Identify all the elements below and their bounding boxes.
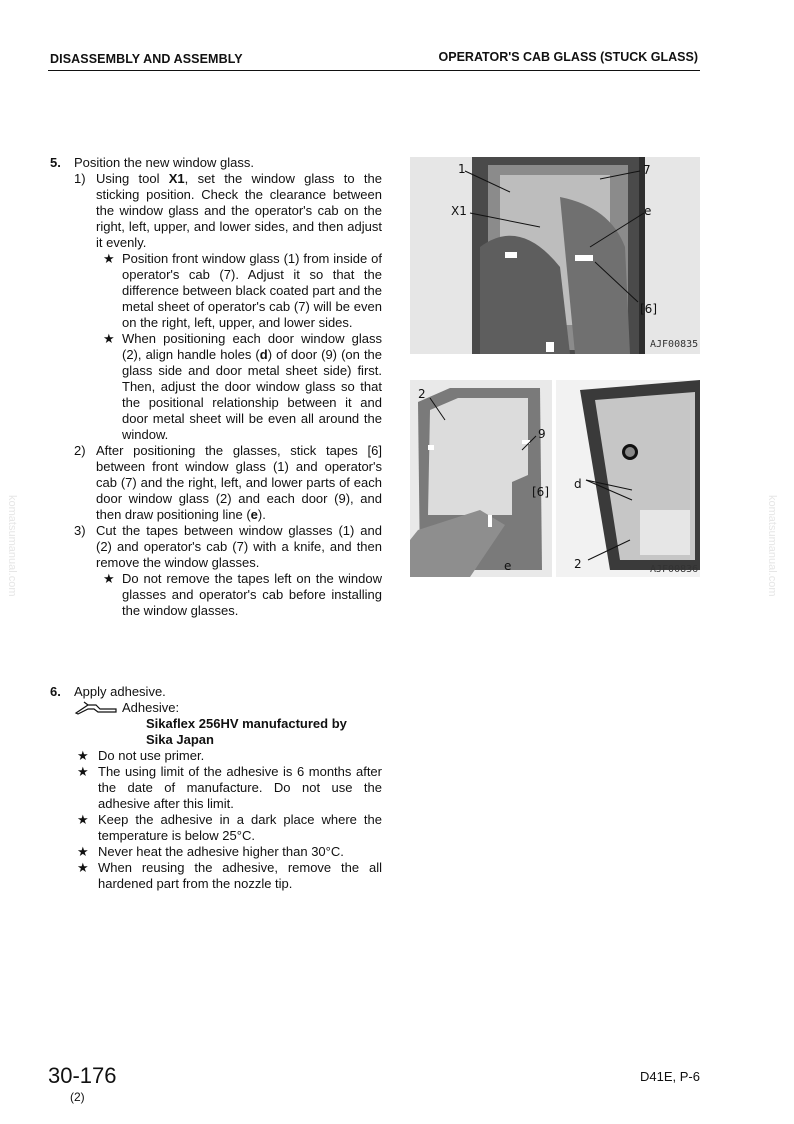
adhesive-note: ★ When reusing the adhesive, remove the all hardened part from the nozzle tip. bbox=[77, 860, 382, 891]
adhesive-spec bbox=[50, 700, 382, 716]
callout-1: 1 bbox=[458, 162, 466, 176]
callout-6: [6] bbox=[532, 485, 549, 499]
star-icon: ★ bbox=[103, 251, 115, 266]
page-number: 30-176 bbox=[48, 1063, 117, 1088]
star-icon: ★ bbox=[77, 844, 89, 859]
substep-1: 1) Using tool X1, set the window glass to the sticking position. Check the clearance between the window glass and the operator's cab on the right, left, upper, and lower sides, and then adjust it evenly. bbox=[74, 171, 383, 250]
callout-2: 2 bbox=[418, 387, 426, 401]
callout-2b: 2 bbox=[574, 557, 582, 571]
star-icon: ★ bbox=[77, 860, 89, 875]
figure-code: AJF00836 bbox=[650, 564, 699, 575]
note-front-glass: ★ Position front window glass (1) from inside of operator's cab (7). Adjust it so that the difference between black coated part and the metal sheet of operator's cab (7) will be even on the right, left, upper, and lower sides. bbox=[103, 251, 382, 330]
callout-9: 9 bbox=[538, 427, 546, 441]
callout-x1: X1 bbox=[451, 204, 467, 218]
star-icon: ★ bbox=[77, 764, 89, 779]
figure-front-glass-photo bbox=[410, 157, 700, 354]
tool-ref: X1 bbox=[168, 171, 185, 186]
adhesive-product: Sikaflex 256HV manufactured by Sika Japan bbox=[146, 716, 347, 747]
adhesive-note: ★ The using limit of the adhesive is 6 months after the date of manufacture. Do not use the adhesive after this limit. bbox=[77, 764, 382, 811]
callout-7: 7 bbox=[643, 163, 651, 177]
adhesive-note: ★ Never heat the adhesive higher than 30°C. bbox=[77, 844, 344, 859]
adhesive-gun-icon bbox=[74, 701, 118, 715]
note-tapes: ★ Do not remove the tapes left on the window glasses and operator's cab before installing the window glasses. bbox=[103, 571, 382, 618]
substep-2: 2) After positioning the glasses, stick tapes [6] between front window glass (1) and operator's cab (7) and the right, left, and lower parts of each door window glass (2) and each door (9), and then draw positioning line (e). bbox=[74, 443, 382, 522]
adhesive-note: ★ Keep the adhesive in a dark place where the temperature is below 25°C. bbox=[77, 812, 382, 843]
step-5 bbox=[50, 155, 382, 619]
callout-d: d bbox=[574, 477, 582, 491]
star-icon: ★ bbox=[77, 812, 89, 827]
topic-title: OPERATOR'S CAB GLASS (STUCK GLASS) bbox=[438, 50, 698, 64]
figure-code: AJF00835 bbox=[650, 339, 699, 350]
step-number: 5. bbox=[50, 155, 61, 170]
star-icon: ★ bbox=[103, 571, 115, 586]
section-title: DISASSEMBLY AND ASSEMBLY bbox=[50, 52, 243, 66]
callout-e: e bbox=[504, 559, 512, 573]
step-number: 6. bbox=[50, 684, 61, 699]
revision: (2) bbox=[70, 1090, 85, 1104]
star-icon: ★ bbox=[103, 331, 115, 346]
adhesive-note: ★ Do not use primer. bbox=[77, 748, 205, 763]
star-icon: ★ bbox=[77, 748, 89, 763]
step-6 bbox=[50, 684, 382, 892]
model-code: D41E, P-6 bbox=[640, 1069, 700, 1084]
step-title: Position the new window glass. bbox=[74, 155, 254, 170]
substep-3: 3) Cut the tapes between window glasses (1) and (2) and operator's cab (7) with a knife, and then remove the window glasses. bbox=[74, 523, 382, 570]
watermark-right: komatsumanual.com bbox=[766, 495, 778, 597]
step-title: Apply adhesive. bbox=[74, 684, 166, 699]
callout-e: e bbox=[644, 204, 652, 218]
callout-6: [6] bbox=[640, 302, 657, 316]
figure-door-glass-photo bbox=[410, 380, 700, 577]
note-door-glass: ★ When positioning each door window glass (2), align handle holes (d) of door (9) (on the glass side and door metal sheet side) first. Then, adjust the door window glass so that the positional relationship between it and door metal sheet will be even all around the window. bbox=[103, 331, 383, 442]
watermark-left: komatsumanual.com bbox=[6, 495, 18, 597]
page-header bbox=[48, 52, 700, 71]
adhesive-label: Adhesive: bbox=[122, 700, 180, 715]
